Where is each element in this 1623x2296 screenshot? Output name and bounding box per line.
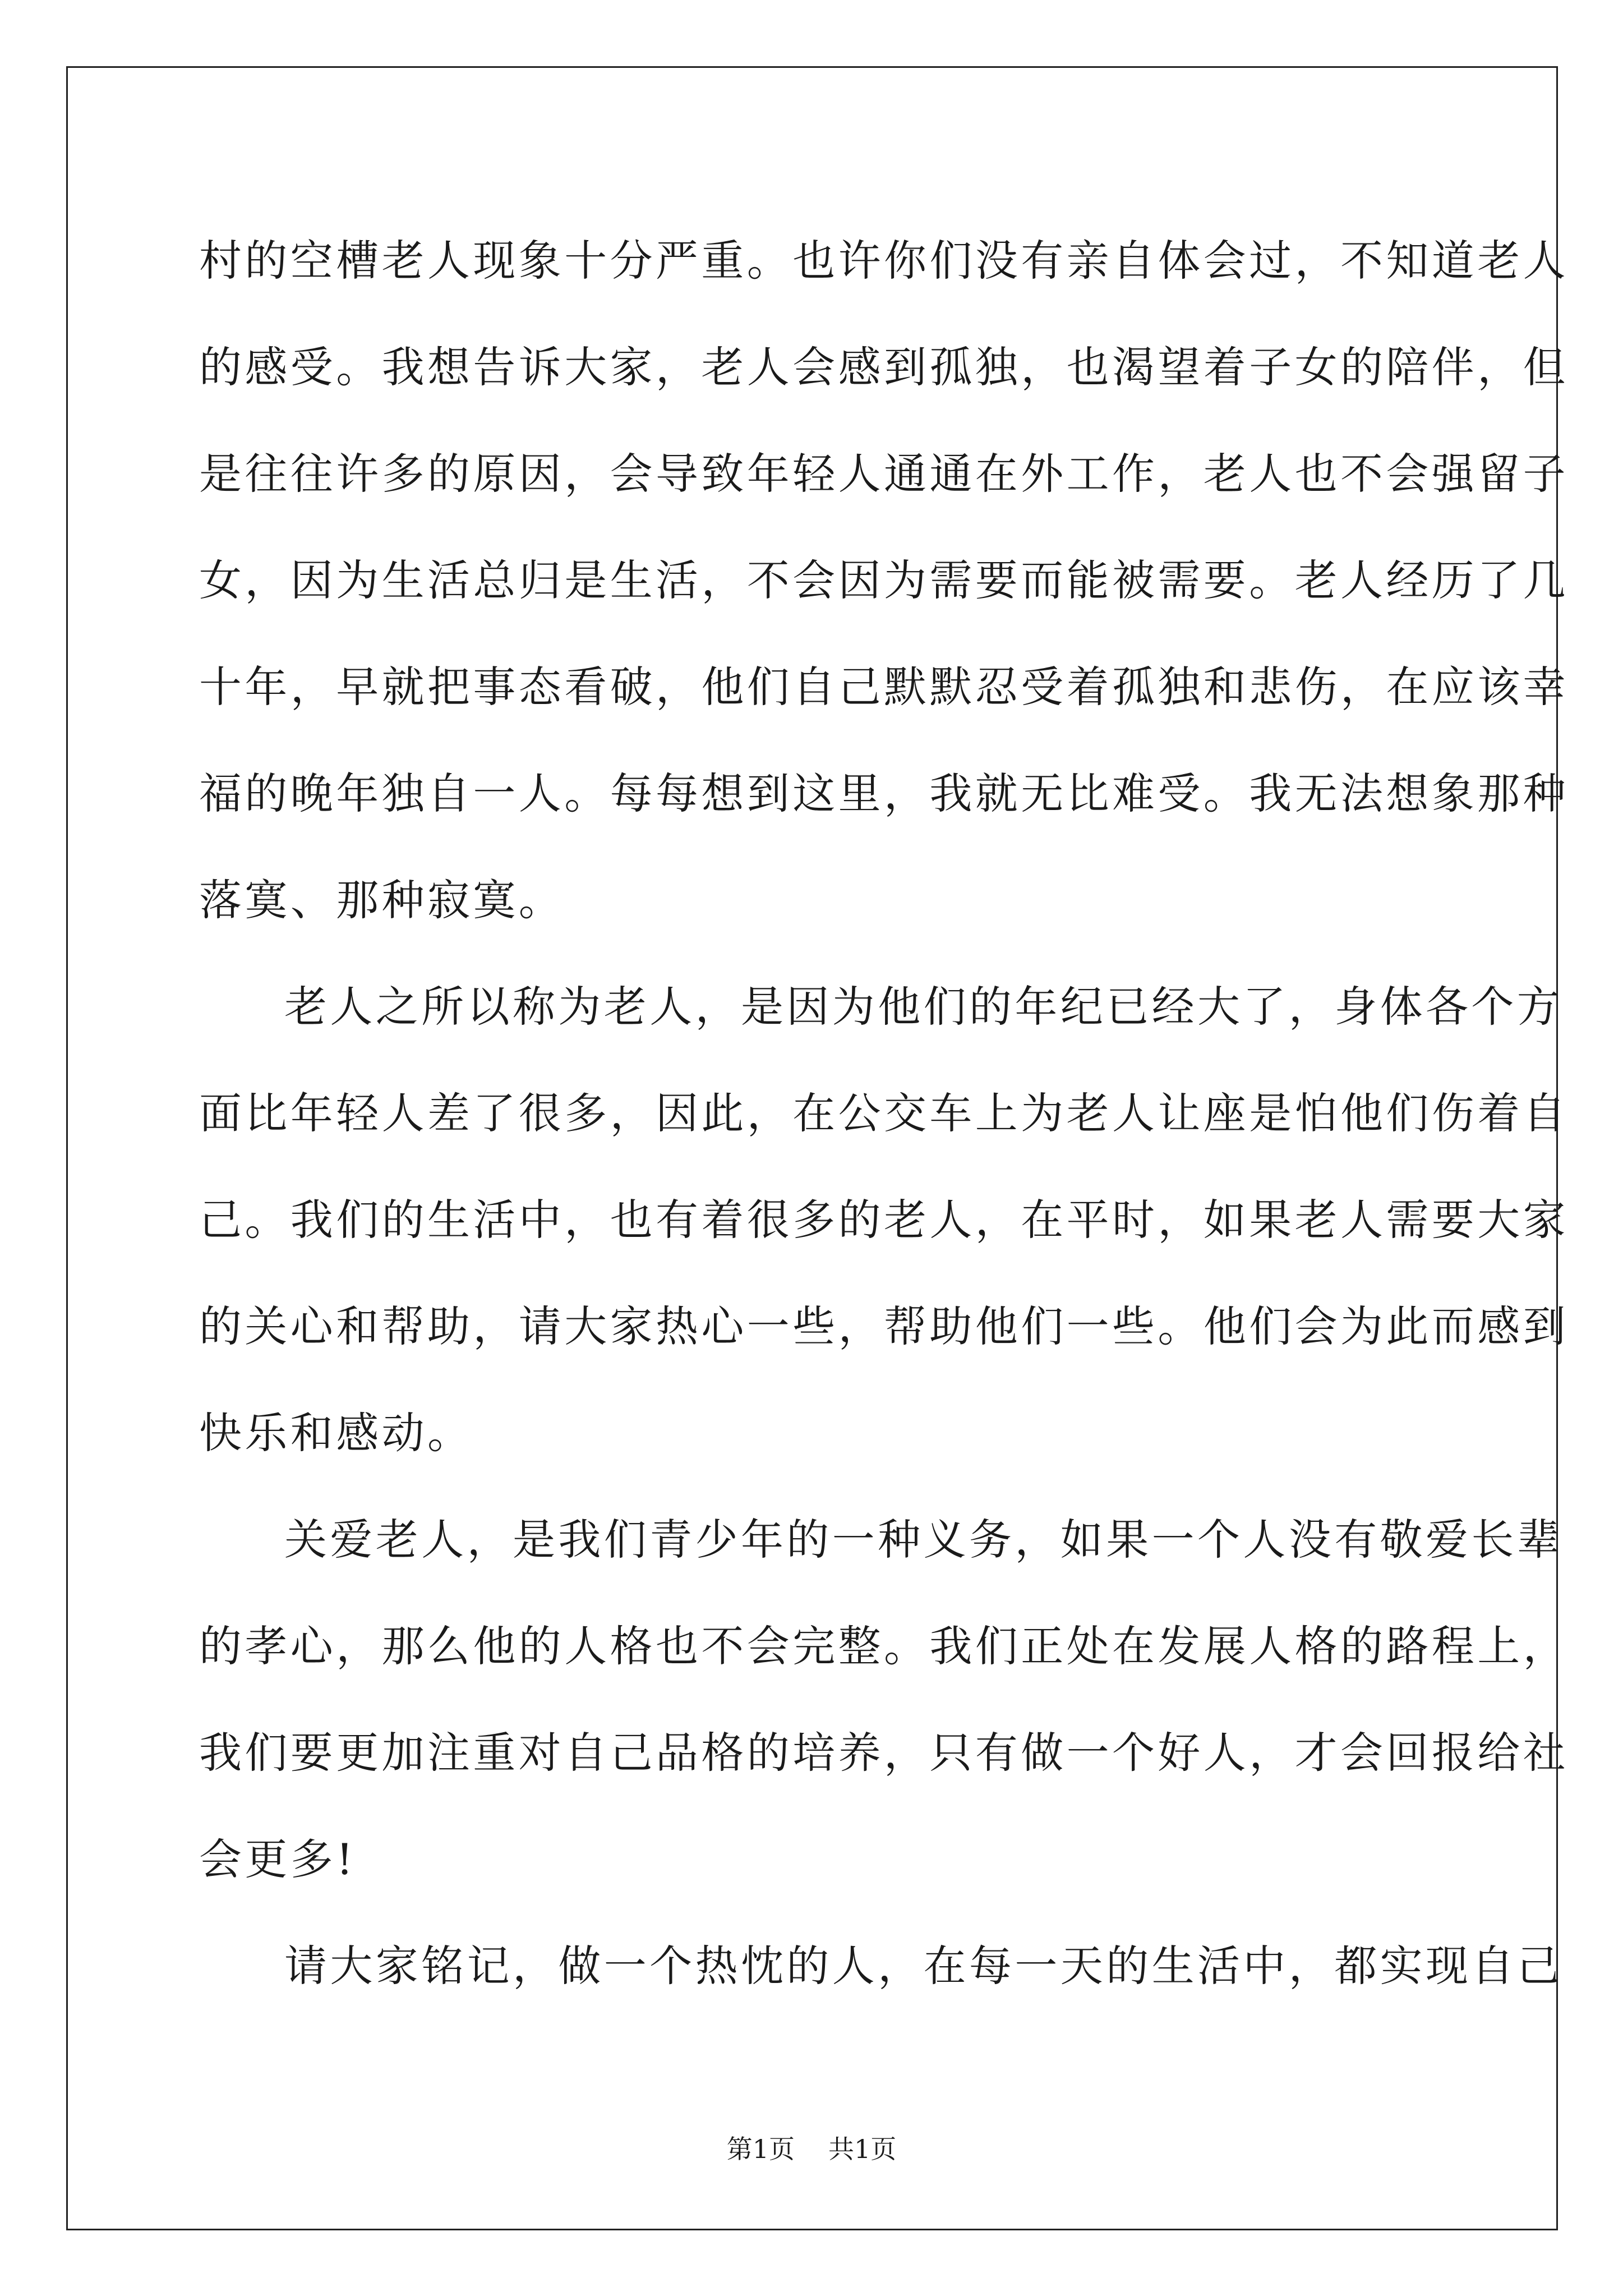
text-line: 女，因为生活总归是生活，不会因为需要而能被需要。老人经历了几 xyxy=(199,555,1569,605)
text-line: 的感受。我想告诉大家，老人会感到孤独，也渴望着子女的陪伴，但 xyxy=(199,342,1569,392)
text-line: 快乐和感动。 xyxy=(199,1408,473,1458)
text-line: 的关心和帮助，请大家热心一些，帮助他们一些。他们会为此而感到 xyxy=(199,1301,1569,1351)
document-body xyxy=(199,208,1569,2019)
text-line: 的孝心，那么他的人格也不会完整。我们正处在发展人格的路程上， xyxy=(199,1621,1569,1671)
text-line: 村的空槽老人现象十分严重。也许你们没有亲自体会过，不知道老人 xyxy=(199,236,1569,286)
text-line: 面比年轻人差了很多，因此，在公交车上为老人让座是怕他们伤着自 xyxy=(199,1088,1569,1138)
page-number: 第1页 xyxy=(726,2134,795,2164)
text-line: 落寞、那种寂寞。 xyxy=(199,875,565,925)
text-line: 十年，早就把事态看破，他们自己默默忍受着孤独和悲伤，在应该幸 xyxy=(199,662,1569,712)
paragraph-first-line: 关爱老人，是我们青少年的一种义务，如果一个人没有敬爱长辈 xyxy=(284,1515,1563,1565)
text-line: 我们要更加注重对自己品格的培养，只有做一个好人，才会回报给社 xyxy=(199,1728,1569,1778)
paragraph-first-line: 老人之所以称为老人，是因为他们的年纪已经大了，身体各个方 xyxy=(284,982,1563,1032)
text-line: 是往往许多的原因，会导致年轻人通通在外工作，老人也不会强留子 xyxy=(199,449,1569,499)
page-total: 共1页 xyxy=(828,2134,897,2164)
paragraph-first-line: 请大家铭记，做一个热忱的人，在每一天的生活中，都实现自己 xyxy=(284,1941,1563,1991)
text-line: 会更多! xyxy=(199,1834,357,1884)
text-line: 福的晚年独自一人。每每想到这里，我就无比难受。我无法想象那种 xyxy=(199,769,1569,818)
page-footer xyxy=(0,2129,1623,2166)
text-line: 己。我们的生活中，也有着很多的老人，在平时，如果老人需要大家 xyxy=(199,1195,1569,1245)
